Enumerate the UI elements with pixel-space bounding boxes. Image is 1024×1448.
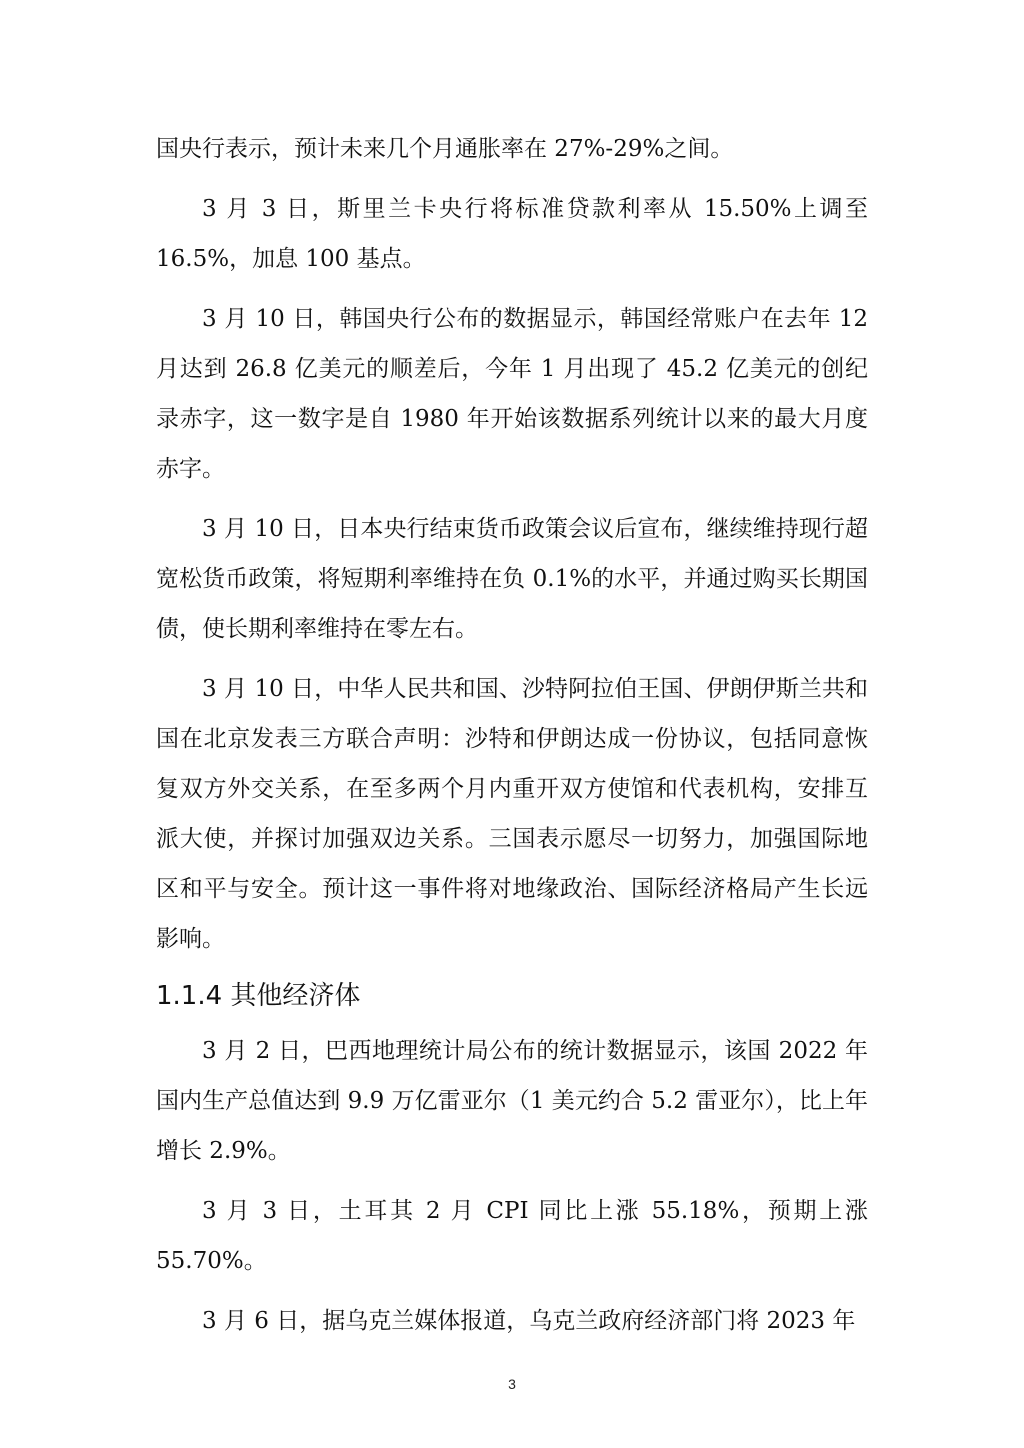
paragraph-ukraine: 3 月 6 日，据乌克兰媒体报道，乌克兰政府经济部门将 2023 年 [202, 1308, 856, 1334]
section-heading: 1.1.4 其他经济体 [156, 981, 361, 1011]
paragraph-japan-policy: 3 月 10 日，日本央行结束货币政策会议后宣布，继续维持现行超宽松货币政策，将短期利率维持在负 0.1%的水平，并通过购买长期国债，使长期利率维持在零左右。 [156, 516, 868, 642]
paragraph-trilateral-statement: 3 月 10 日，中华人民共和国、沙特阿拉伯王国、伊朗伊斯兰共和国在北京发表三方联合声明：沙特和伊朗达成一份协议，包括同意恢复双方外交关系，在至多两个月内重开双方使馆和代表机构，安排互派大使，并探讨加强双边关系。三国表示愿尽一切努力，加强国际地区和平与安全。预计这一事件将对地缘政治、国际经济格局产生长远影响。 [156, 676, 868, 952]
paragraph-continued: 国央行表示，预计未来几个月通胀率在 27%-29%之间。 [156, 136, 734, 162]
page-number: 3 [508, 1376, 516, 1392]
paragraph-korea-account: 3 月 10 日，韩国央行公布的数据显示，韩国经常账户在去年 12 月达到 26.8 亿美元的顺差后，今年 1 月出现了 45.2 亿美元的创纪录赤字，这一数字是自 1980 年开始该数据系列统计以来的最大月度赤字。 [156, 306, 868, 482]
document-body [156, 124, 868, 1356]
paragraph-turkey-cpi: 3 月 3 日，土耳其 2 月 CPI 同比上涨 55.18%，预期上涨 55.70%。 [156, 1198, 868, 1274]
paragraph-brazil-gdp: 3 月 2 日，巴西地理统计局公布的统计数据显示，该国 2022 年国内生产总值达到 9.9 万亿雷亚尔（1 美元约合 5.2 雷亚尔），比上年增长 2.9%。 [156, 1038, 868, 1164]
paragraph-sri-lanka-rate: 3 月 3 日，斯里兰卡央行将标准贷款利率从 15.50%上调至 16.5%，加息 100 基点。 [156, 196, 868, 272]
